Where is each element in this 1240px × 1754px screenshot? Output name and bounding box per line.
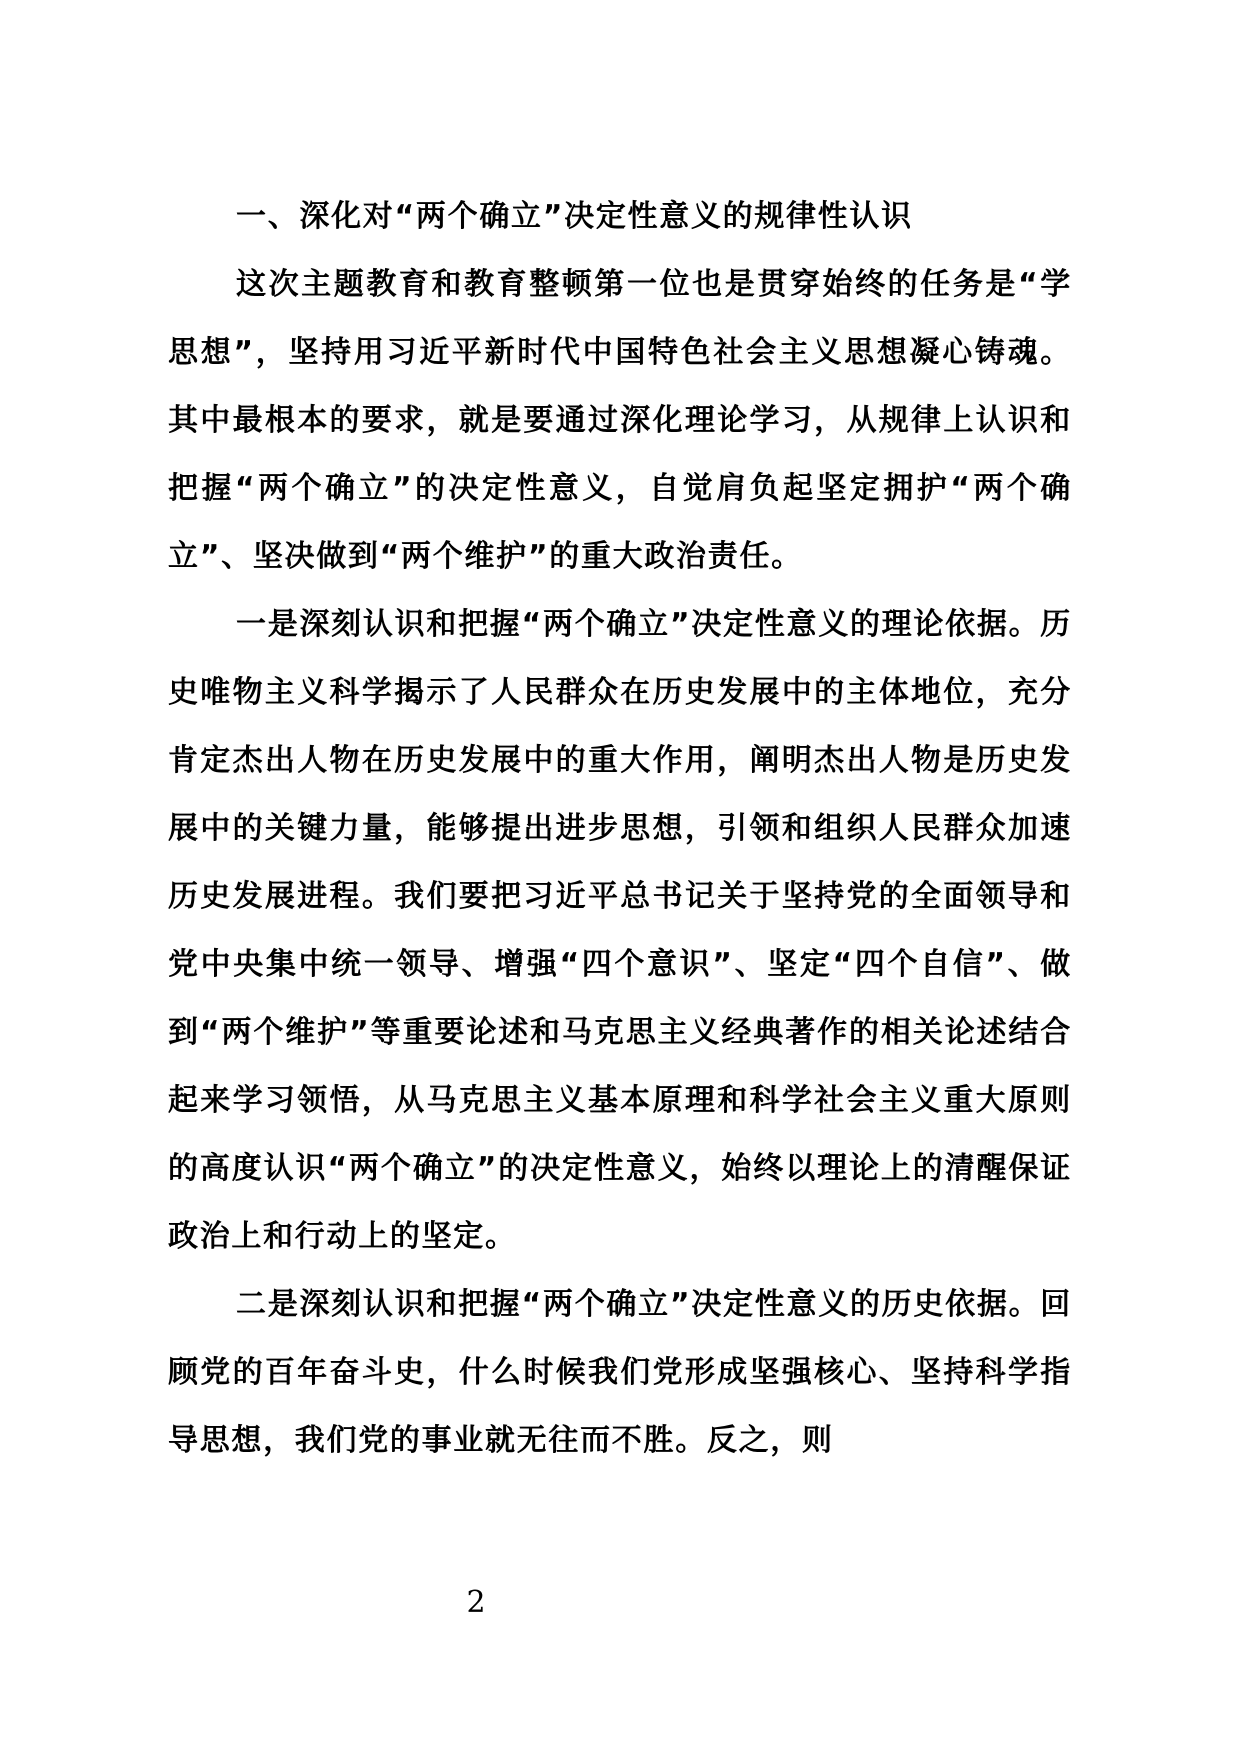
page-number: 2 [466, 1585, 486, 1620]
body-paragraph: 一是深刻认识和把握“两个确立”决定性意义的理论依据。历史唯物主义科学揭示了人民群众在历史发展中的主体地位，充分肯定杰出人物在历史发展中的重大作用，阐明杰出人物是历史发展中的关键力量，能够提出进步思想，引领和组织人民群众加速历史发展进程。我们要把习近平总书记关于坚持党的全面领导和党中央集中统一领导、增强“四个意识”、坚定“四个自信”、做到“两个维护”等重要论述和马克思主义经典著作的相关论述结合起来学习领悟，从马克思主义基本原理和科学社会主义重大原则的高度认识“两个确立”的决定性意义，始终以理论上的清醒保证政治上和行动上的坚定。 [168, 607, 1072, 1254]
section-heading: 一、深化对“两个确立”决定性意义的规律性认识 [236, 199, 913, 234]
document-body [168, 183, 1072, 1475]
body-paragraph: 二是深刻认识和把握“两个确立”决定性意义的历史依据。回顾党的百年奋斗史，什么时候我们党形成坚强核心、坚持科学指导思想，我们党的事业就无往而不胜。反之，则 [168, 1287, 1072, 1458]
body-paragraph: 这次主题教育和教育整顿第一位也是贯穿始终的任务是“学思想”，坚持用习近平新时代中国特色社会主义思想凝心铸魂。其中最根本的要求，就是要通过深化理论学习，从规律上认识和把握“两个确立”的决定性意义，自觉肩负起坚定拥护“两个确立”、坚决做到“两个维护”的重大政治责任。 [168, 267, 1072, 574]
